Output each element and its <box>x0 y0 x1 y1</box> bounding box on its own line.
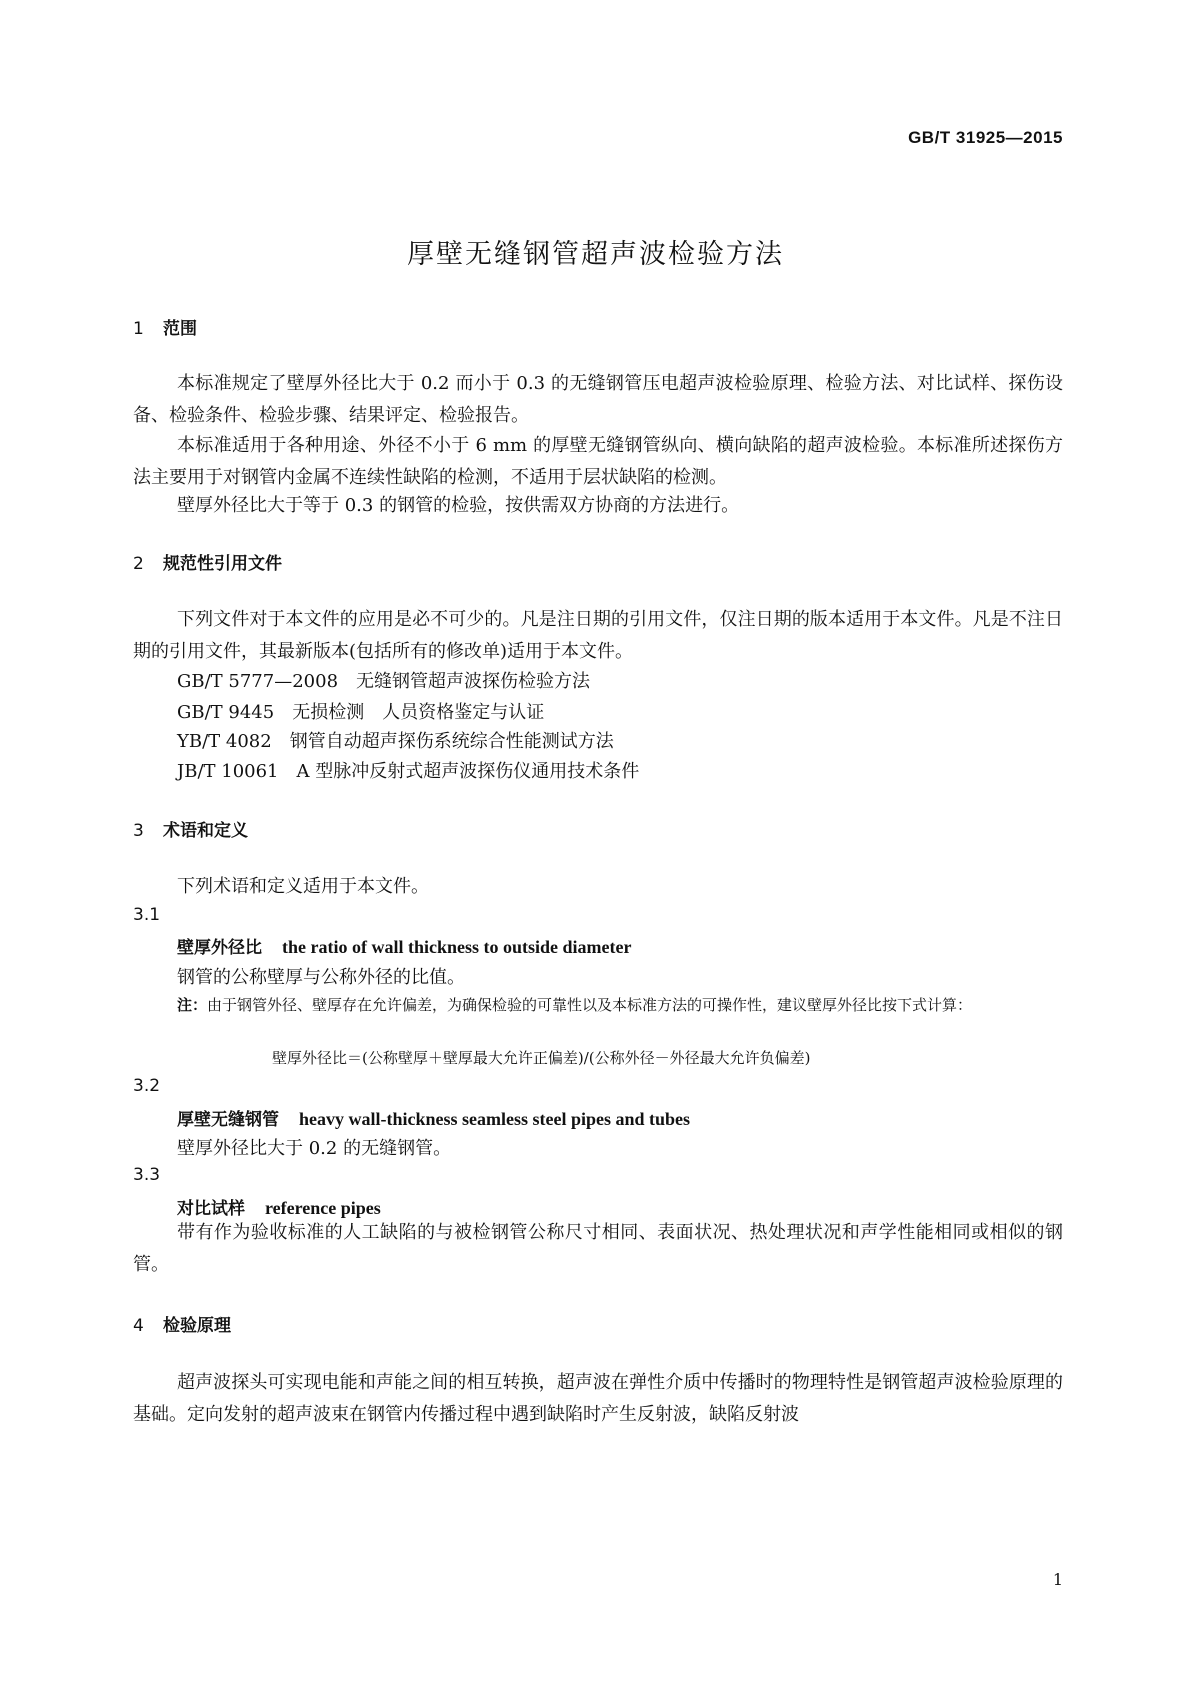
term-definition: 钢管的公称壁厚与公称外径的比值。 <box>177 967 465 988</box>
term-english: the ratio of wall thickness to outside diameter <box>282 937 632 957</box>
term-heading <box>177 933 631 958</box>
section-number: 3 <box>133 821 144 841</box>
reference-title: A 型脉冲反射式超声波探伤仪通用技术条件 <box>296 761 640 782</box>
section-title: 范围 <box>163 319 197 339</box>
reference-code: GB/T 9445 <box>177 702 275 723</box>
section-3-heading <box>133 816 248 841</box>
page-number: 1 <box>1052 1570 1063 1589</box>
reference-item <box>177 727 614 753</box>
reference-code: GB/T 5777—2008 <box>177 671 339 692</box>
term-heading <box>177 1194 381 1219</box>
term-english: reference pipes <box>265 1198 381 1218</box>
term-number: 3.1 <box>133 905 161 925</box>
note-label: 注： <box>177 996 208 1014</box>
term-heading <box>177 1105 690 1130</box>
reference-title: 无缝钢管超声波探伤检验方法 <box>356 671 591 692</box>
section-2-paragraph-1: 下列文件对于本文件的应用是必不可少的。凡是注日期的引用文件，仅注日期的版本适用于本文件。凡是不注日期的引用文件，其最新版本(包括所有的修改单)适用于本文件。 <box>133 609 1063 662</box>
section-title: 检验原理 <box>163 1316 231 1336</box>
term-number: 3.3 <box>133 1165 161 1185</box>
term-chinese: 厚壁无缝钢管 <box>177 1110 279 1130</box>
reference-title: 钢管自动超声探伤系统综合性能测试方法 <box>289 731 614 752</box>
note-text: 由于钢管外径、壁厚存在允许偏差，为确保检验的可靠性以及本标准方法的可操作性，建议壁厚外径比按下式计算： <box>207 996 973 1014</box>
section-4-paragraph-1: 超声波探头可实现电能和声能之间的相互转换，超声波在弹性介质中传播时的物理特性是钢管超声波检验原理的基础。定向发射的超声波束在钢管内传播过程中遇到缺陷时产生反射波，缺陷反射波 <box>133 1372 1063 1425</box>
section-4-heading <box>133 1311 231 1336</box>
formula: 壁厚外径比＝(公称壁厚＋壁厚最大允许正偏差)/(公称外径－外径最大允许负偏差) <box>272 1049 811 1067</box>
section-number: 2 <box>133 554 144 574</box>
term-definition: 带有作为验收标准的人工缺陷的与被检钢管公称尺寸相同、表面状况、热处理状况和声学性能相同或相似的钢管。 <box>133 1222 1063 1275</box>
reference-item <box>177 667 590 693</box>
section-1-heading <box>133 314 197 339</box>
section-1-paragraph-2: 本标准适用于各种用途、外径不小于 6 mm 的厚壁无缝钢管纵向、横向缺陷的超声波检验。本标准所述探伤方法主要用于对钢管内金属不连续性缺陷的检测，不适用于层状缺陷的检测。 <box>133 435 1063 488</box>
reference-code: YB/T 4082 <box>177 731 272 752</box>
term-english: heavy wall-thickness seamless steel pipes and tubes <box>299 1109 691 1129</box>
standard-number: GB/T 31925—2015 <box>908 128 1063 147</box>
document-title: 厚壁无缝钢管超声波检验方法 <box>407 239 784 270</box>
term-note <box>177 990 1063 1020</box>
term-chinese: 壁厚外径比 <box>177 938 262 958</box>
reference-item <box>177 698 544 724</box>
reference-title: 无损检测 人员资格鉴定与认证 <box>292 702 545 723</box>
section-2-heading <box>133 549 282 574</box>
term-chinese: 对比试样 <box>177 1199 245 1219</box>
section-title: 规范性引用文件 <box>163 554 282 574</box>
section-number: 1 <box>133 319 144 339</box>
section-1-paragraph-3: 壁厚外径比大于等于 0.3 的钢管的检验，按供需双方协商的方法进行。 <box>177 495 740 516</box>
reference-item <box>177 757 639 783</box>
section-3-paragraph-1: 下列术语和定义适用于本文件。 <box>177 876 429 897</box>
term-definition: 壁厚外径比大于 0.2 的无缝钢管。 <box>177 1138 452 1159</box>
section-title: 术语和定义 <box>163 821 248 841</box>
section-number: 4 <box>133 1316 144 1336</box>
term-number: 3.2 <box>133 1076 161 1096</box>
reference-code: JB/T 10061 <box>177 761 279 782</box>
section-1-paragraph-1: 本标准规定了壁厚外径比大于 0.2 而小于 0.3 的无缝钢管压电超声波检验原理、检验方法、对比试样、探伤设备、检验条件、检验步骤、结果评定、检验报告。 <box>133 373 1063 426</box>
